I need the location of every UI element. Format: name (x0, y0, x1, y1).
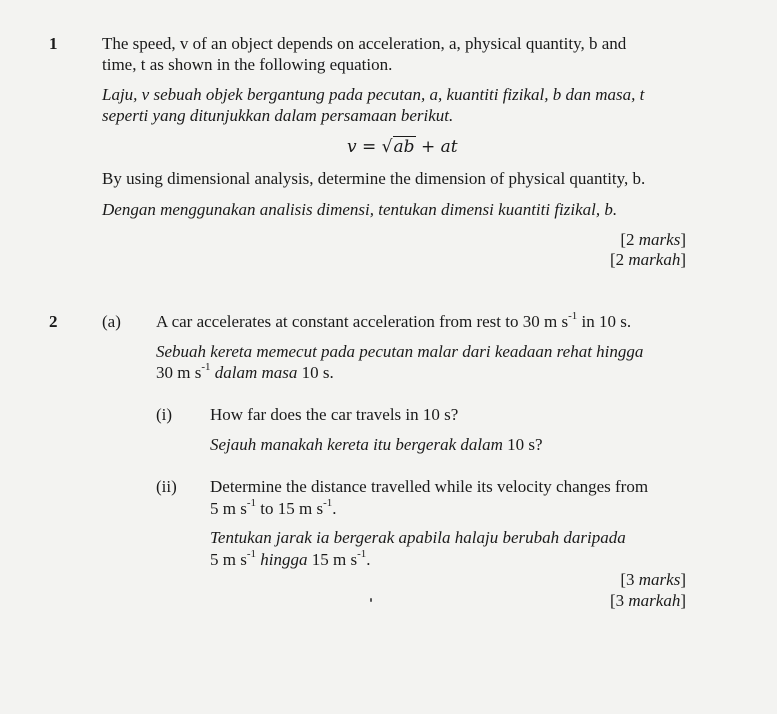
question-2a-ii-text-en-line2 (210, 498, 337, 520)
q2ai-ms-it: Sejauh manakah kereta itu bergerak dalam (210, 435, 503, 454)
question-1-number: 1 (49, 34, 58, 53)
question-1-task-ms: Dengan menggunakan analisis dimensi, tentukan dimensi kuantiti fizikal, b. (102, 200, 618, 219)
q2a-ms-l2-sup: -1 (201, 361, 211, 374)
marks-ms-word: markah (628, 250, 681, 269)
q2a-en-main: A car accelerates at constant acceleration from rest to 30 m s (156, 312, 569, 331)
question-1-marks-en (620, 229, 686, 251)
q2a-ms-l2-it: dalam masa (210, 363, 298, 382)
equation-lhs: v (347, 137, 357, 157)
marks-en-open: [2 (620, 230, 639, 249)
marks-ms-open: [2 (609, 250, 629, 269)
question-2a-text-ms-line1: Sebuah kereta memecut pada pecutan malar dari keadaan rehat hingga (156, 342, 644, 361)
q2-marks-en-close: ] (680, 570, 686, 589)
question-1-text-ms-line2: seperti yang ditunjukkan dalam persamaan berikut. (102, 106, 454, 125)
q2aii-ms-l2-a: 5 m s (210, 550, 247, 569)
q2a-ms-l2-start: 30 m s (156, 363, 202, 382)
question-2-marks-ms (610, 590, 686, 612)
q2aii-ms-l2-end: . (366, 550, 371, 569)
equation-rest: + at (415, 137, 458, 157)
q2ai-ms-end: 10 s? (502, 435, 543, 454)
question-2a-i-text-en: How far does the car travels in 10 s? (210, 405, 459, 424)
q2aii-en-l2-mid: to 15 m s (256, 499, 324, 518)
question-2a-text-en (156, 311, 631, 333)
q2aii-ms-l2-sup1: -1 (246, 548, 257, 561)
question-2a-sub-ii-label: (ii) (156, 477, 177, 496)
question-2-part-a-label: (a) (102, 312, 121, 331)
question-2a-ii-text-en-line1: Determine the distance travelled while its velocity changes from (210, 477, 649, 496)
question-1-marks-ms (610, 249, 686, 271)
equation-sqrt-sign: √ (381, 137, 393, 157)
question-2-number: 2 (49, 312, 58, 331)
q2aii-ms-l2-mid: 15 m s (307, 550, 358, 569)
q2-marks-ms-word: markah (628, 591, 681, 610)
question-2a-sub-i-label: (i) (156, 405, 173, 424)
q2-marks-ms-open: [3 (609, 591, 629, 610)
marks-en-word: marks (638, 230, 681, 249)
q2aii-ms-l2-sup2: -1 (357, 548, 367, 561)
q2a-en-end: in 10 s. (577, 312, 632, 331)
question-1-text-ms-line1: Laju, v sebuah objek bergantung pada pecutan, a, kuantiti fizikal, b dan masa, t (102, 85, 645, 104)
question-2a-ii-text-ms-line2 (210, 549, 371, 571)
question-1-text-en-line2: time, t as shown in the following equation. (102, 55, 393, 74)
q2a-en-sup: -1 (568, 310, 578, 323)
q2a-ms-l2-end: 10 s. (297, 363, 334, 382)
q2-marks-ms-close: ] (680, 591, 686, 610)
marks-ms-close: ] (680, 250, 686, 269)
question-2-marks-en (620, 569, 686, 591)
equation (347, 136, 458, 158)
q2aii-en-l2-sup2: -1 (323, 497, 333, 510)
q2-marks-en-open: [3 (620, 570, 639, 589)
marks-en-close: ] (680, 230, 686, 249)
equation-radicand: ab (393, 137, 415, 157)
stray-mark (370, 598, 372, 602)
q2aii-ms-l2-it: hingga (256, 550, 308, 569)
q2-marks-en-word: marks (638, 570, 681, 589)
equation-equals: = (356, 137, 382, 157)
question-2a-text-ms-line2 (156, 362, 334, 384)
question-2a-i-text-ms (210, 434, 543, 456)
question-1-task-en: By using dimensional analysis, determine the dimension of physical quantity, b. (102, 169, 646, 188)
q2aii-en-l2-end: . (332, 499, 337, 518)
q2aii-en-l2-a: 5 m s (210, 499, 247, 518)
question-2a-ii-text-ms-line1: Tentukan jarak ia bergerak apabila halaju berubah daripada (210, 528, 626, 547)
q2aii-en-l2-sup1: -1 (246, 497, 257, 510)
question-1-text-en-line1: The speed, v of an object depends on acceleration, a, physical quantity, b and (102, 34, 627, 53)
